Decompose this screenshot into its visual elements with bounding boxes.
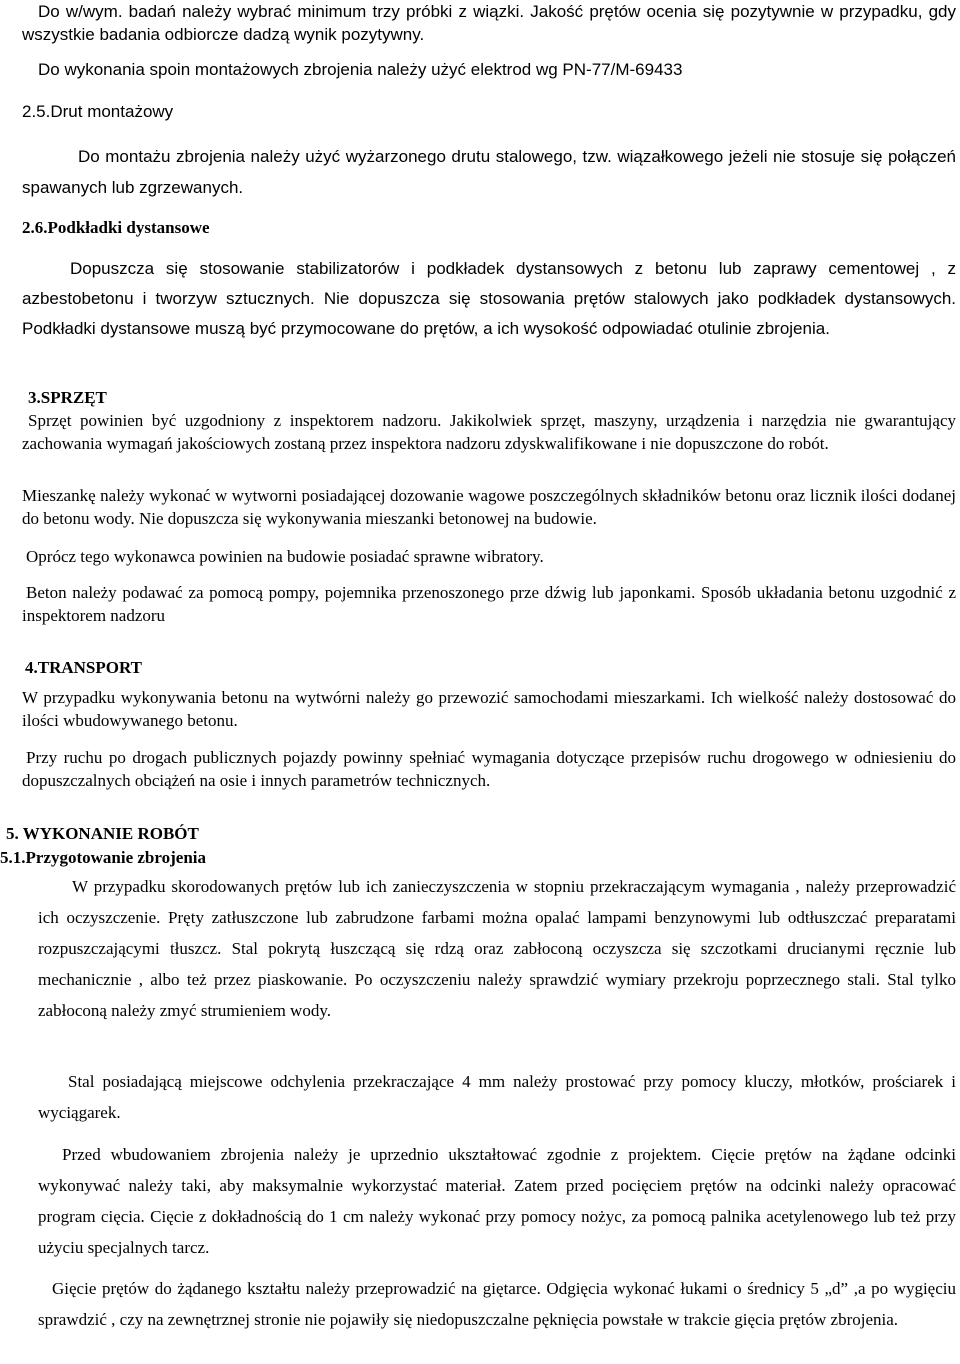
paragraph-equipment-approval: Sprzęt powinien być uzgodniony z inspektorem nadzoru. Jakikolwiek sprzęt, maszyny, urządzenia i narzędzia nie gwarantujący zachowania wymagań jakościowych zostaną przez inspektora nadzoru zdyskwalifikowane i nie dopuszczone do robót. [22, 411, 956, 453]
section-heading-5: 5. WYKONANIE ROBÓT [6, 824, 199, 843]
section-heading-4: 4.TRANSPORT [25, 658, 142, 677]
paragraph-rebar-cutting: Przed wbudowaniem zbrojenia należy je uprzednio ukształtować zgodnie z projektem. Cięcie prętów na żądane odcinki wykonywać należy taki, aby maksymalnie wykorzystać materiał. Zatem przed pocięciem prętów na odcinki należy opracować program cięcia. Cięcie z dokładnością do 1 cm należy wykonać przy pomocy nożyc, za pomocą palnika acetylenowego lub też przy użyciu specjalnych tarcz. [38, 1145, 956, 1257]
paragraph-rebar-straightening: Stal posiadającą miejscowe odchylenia przekraczające 4 mm należy prostować przy pomocy kluczy, młotków, prościarek i wyciągarek. [38, 1072, 956, 1122]
paragraph-assembly-wire: Do montażu zbrojenia należy użyć wyżarzonego drutu stalowego, tzw. wiązałkowego jeżeli nie stosuje się połączeń spawanych lub zgrzewanych. [22, 147, 956, 197]
paragraph-rebar-bending: Gięcie prętów do żądanego kształtu należy przeprowadzić na giętarce. Odgięcia wykonać łukami o średnicy 5 „d” ,a po wygięciu sprawdzić , czy na zewnętrznej stronie nie pojawiły się niedopuszczalne pęknięcia powstałe w trakcie gięcia prętów zbrojenia. [38, 1279, 956, 1329]
paragraph-road-traffic: Przy ruchu po drogach publicznych pojazdy powinny spełniać wymagania dotyczące przepisów ruchu drogowego w odniesieniu do dopuszczalnych obciążeń na osie i innych parametrów technicznych. [22, 748, 956, 790]
section-heading-2-6: 2.6.Podkładki dystansowe [22, 218, 210, 237]
paragraph-welding-electrodes: Do wykonania spoin montażowych zbrojenia należy użyć elektrod wg PN-77/M-69433 [38, 60, 683, 79]
paragraph-sample-testing: Do w/wym. badań należy wybrać minimum trzy próbki z wiązki. Jakość prętów ocenia się pozytywnie w przypadku, gdy wszystkie badania odbiorcze dadzą wynik pozytywny. [22, 2, 956, 44]
section-heading-5-1: 5.1.Przygotowanie zbrojenia [0, 848, 207, 867]
section-heading-3: 3.SPRZĘT [28, 388, 107, 407]
paragraph-vibrators: Oprócz tego wykonawca powinien na budowie posiadać sprawne wibratory. [26, 547, 544, 566]
paragraph-rebar-cleaning: W przypadku skorodowanych prętów lub ich zanieczyszczenia w stopniu przekraczającym wymagania , należy przeprowadzić ich oczyszczenie. Pręty zatłuszczone lub zabrudzone farbami można opalać lampami benzynowymi lub odtłuszczać preparatami rozpuszczającymi tłuszcz. Stal pokrytą łuszczącą się rdzą oraz zabłoconą oczyszcza się szczotkami drucianymi ręcznie lub mechanicznie , albo też przez piaskowanie. Po oczyszczeniu należy sprawdzić wymiary przekroju poprzecznego stali. Stal tylko zabłoconą należy zmyć strumieniem wody. [38, 877, 956, 1020]
paragraph-concrete-placement: Beton należy podawać za pomocą pompy, pojemnika przenoszonego prze dźwig lub japonkami. Sposób układania betonu uzgodnić z inspektorem nadzoru [22, 583, 956, 625]
paragraph-spacers: Dopuszcza się stosowanie stabilizatorów i podkładek dystansowych z betonu lub zaprawy cementowej , z azbestobetonu i tworzyw sztucznych. Nie dopuszcza się stosowania prętów stalowych jako podkładek dystansowych. Podkładki dystansowe muszą być przymocowane do prętów, a ich wysokość odpowiadać otulinie zbrojenia. [22, 259, 956, 338]
paragraph-mixing-plant: Mieszankę należy wykonać w wytworni posiadającej dozowanie wagowe poszczególnych składników betonu oraz licznik ilości dodanej do betonu wody. Nie dopuszcza się wykonywania mieszanki betonowej na budowie. [22, 486, 956, 528]
section-heading-2-5: 2.5.Drut montażowy [22, 102, 174, 121]
paragraph-transport-mixers: W przypadku wykonywania betonu na wytwórni należy go przewozić samochodami mieszarkami. Ich wielkość należy dostosować do ilości wbudowywanego betonu. [22, 688, 956, 730]
